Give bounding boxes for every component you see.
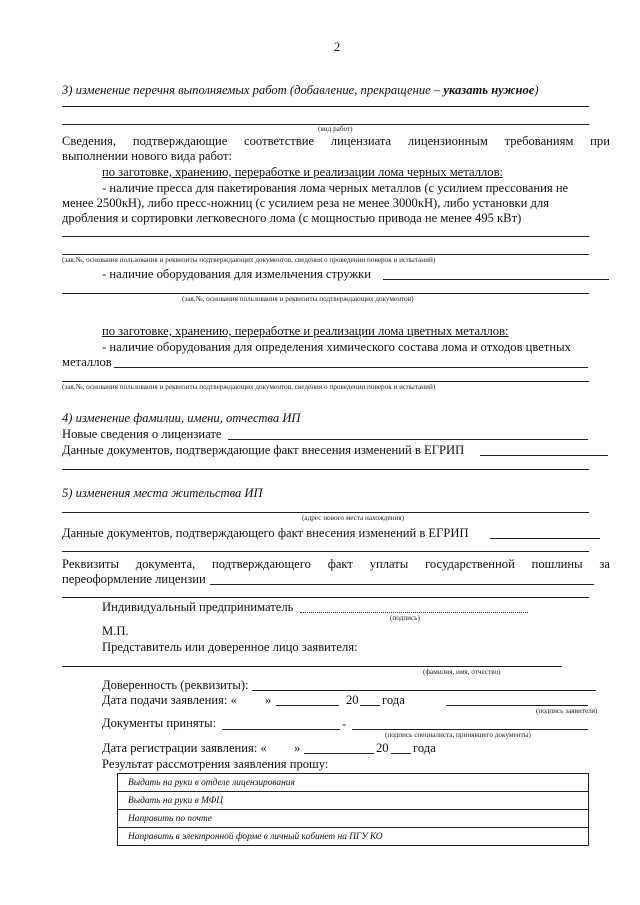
fee-line-1: Реквизиты документа, подтверждающего факт уплаты государственной пошлины за <box>62 557 610 571</box>
ip-signature-field[interactable] <box>300 612 528 613</box>
press-text-2: менее 2500кН), либо пресс-ножниц (с усилием реза не менее 3000кН), либо установки для <box>62 196 550 210</box>
representative-fio-line[interactable] <box>62 666 562 667</box>
docs-accepted-field[interactable] <box>222 729 340 730</box>
egrip-docs-5-field[interactable] <box>490 538 600 539</box>
date-filed-century: 20 <box>346 693 359 707</box>
poa-field[interactable] <box>252 690 596 691</box>
new-address-line[interactable] <box>62 512 589 513</box>
fee-field[interactable] <box>210 584 594 585</box>
specialist-signature-field[interactable] <box>352 729 588 730</box>
caption-new-address: (адрес нового места нахождения) <box>302 514 405 522</box>
result-option[interactable]: Направить в электронной форме в личный кабинет на ПГУ КО <box>118 828 589 846</box>
info-line-2: выполнении нового вида работ: <box>62 149 233 163</box>
result-option-row[interactable] <box>118 810 589 828</box>
press-docs-line-2[interactable] <box>62 254 589 255</box>
result-option-row[interactable] <box>118 792 589 810</box>
work-type-line-1[interactable] <box>62 106 589 107</box>
stamp-label: М.П. <box>102 624 129 638</box>
applicant-signature-field[interactable] <box>446 705 588 706</box>
press-docs-line-1[interactable] <box>62 236 589 237</box>
caption-chem-docs: (зав.№, основания пользования и реквизиты подтверждающих документов, сведения о проведении поверок и испытаний) <box>62 383 436 391</box>
fee-docs-line[interactable] <box>62 597 589 598</box>
date-filed-year-field[interactable] <box>360 705 380 706</box>
caption-work-type: (вид работ) <box>318 125 353 133</box>
caption-applicant-signature: (подпись заявителя) <box>536 707 598 715</box>
chem-docs-line[interactable] <box>62 381 589 382</box>
ferrous-metals-title: по заготовке, хранению, переработке и реализации лома черных металлов: <box>102 165 504 179</box>
caption-press-docs: (зав.№, основания пользования и реквизиты подтверждающих документов, сведения о проведении поверок и испытаний) <box>62 256 436 264</box>
chem-text-2: металлов <box>62 355 112 369</box>
shavings-text: - наличие оборудования для измельчения стружки <box>102 267 371 281</box>
docs-accepted-dash: - <box>342 717 347 731</box>
chem-field[interactable] <box>114 367 588 368</box>
shavings-field[interactable] <box>383 279 609 280</box>
shavings-docs-line[interactable] <box>62 293 589 294</box>
egrip-docs-5-label: Данные документов, подтверждающего факт внесения изменений в ЕГРИП <box>62 526 469 540</box>
egrip-docs-line[interactable] <box>62 469 589 470</box>
date-filed-label: Дата подачи заявления: « <box>102 693 237 707</box>
result-label: Результат рассмотрения заявления прошу: <box>102 757 329 771</box>
section-4-heading: 4) изменение фамилии, имени, отчества ИП <box>62 411 301 425</box>
press-text-3: дробления и сортировки легковесного лома (с мощностью привода не менее 495 кВт) <box>62 211 522 225</box>
date-reg-month-field[interactable] <box>304 753 374 754</box>
caption-fio: (фамилия, имя, отчество) <box>423 668 501 676</box>
result-option[interactable]: Направить по почте <box>118 810 589 828</box>
ip-label: Индивидуальный предприниматель <box>102 600 294 614</box>
date-filed-year-word: года <box>382 693 405 707</box>
caption-signature: (подпись) <box>390 614 420 622</box>
date-reg-year-field[interactable] <box>391 753 411 754</box>
docs-accepted-label: Документы приняты: <box>102 716 217 730</box>
new-licensee-info-field[interactable] <box>228 439 588 440</box>
new-licensee-info-label: Новые сведения о лицензиате <box>62 427 222 441</box>
date-reg-century: 20 <box>376 741 389 755</box>
date-filed-quote: » <box>265 693 272 707</box>
poa-label: Доверенность (реквизиты): <box>102 678 249 692</box>
caption-shavings-docs: (зав.№, основания пользования и реквизиты подтверждающих документов) <box>182 295 414 303</box>
result-option[interactable]: Выдать на руки в МФЦ <box>118 792 589 810</box>
page-number: 2 <box>334 40 341 54</box>
section-5-heading: 5) изменения места жительства ИП <box>62 486 263 500</box>
fee-line-2: переоформление лицензии <box>62 572 206 586</box>
egrip-docs-field[interactable] <box>480 455 608 456</box>
result-option-row[interactable] <box>118 774 589 792</box>
caption-specialist: (подпись специалиста, принявшего документы) <box>385 731 531 739</box>
section-3-heading: 3) изменение перечня выполняемых работ (добавление, прекращение – указать нужное) <box>62 83 539 97</box>
chem-text-1: - наличие оборудования для определения химического состава лома и отходов цветных <box>102 340 571 354</box>
nonferrous-metals-title: по заготовке, хранению, переработке и реализации лома цветных металлов: <box>102 324 509 338</box>
date-filed-month-field[interactable] <box>276 705 339 706</box>
press-text-1: - наличие пресса для пакетирования лома черных металлов (с усилием прессования не <box>102 181 569 195</box>
representative-label: Представитель или доверенное лицо заявителя: <box>102 640 358 654</box>
egrip-docs-5-line[interactable] <box>62 551 589 552</box>
date-reg-label: Дата регистрации заявления: « <box>102 741 267 755</box>
egrip-docs-label: Данные документов, подтверждающие факт внесения изменений в ЕГРИП <box>62 443 465 457</box>
date-reg-quote: » <box>294 741 301 755</box>
result-option-row[interactable] <box>118 828 589 846</box>
result-options-table <box>117 773 589 846</box>
info-line-1: Сведения, подтверждающие соответствие лицензиата лицензионным требованиям при <box>62 134 610 148</box>
date-reg-year-word: года <box>413 741 436 755</box>
result-option[interactable]: Выдать на руки в отделе лицензирования <box>118 774 589 792</box>
